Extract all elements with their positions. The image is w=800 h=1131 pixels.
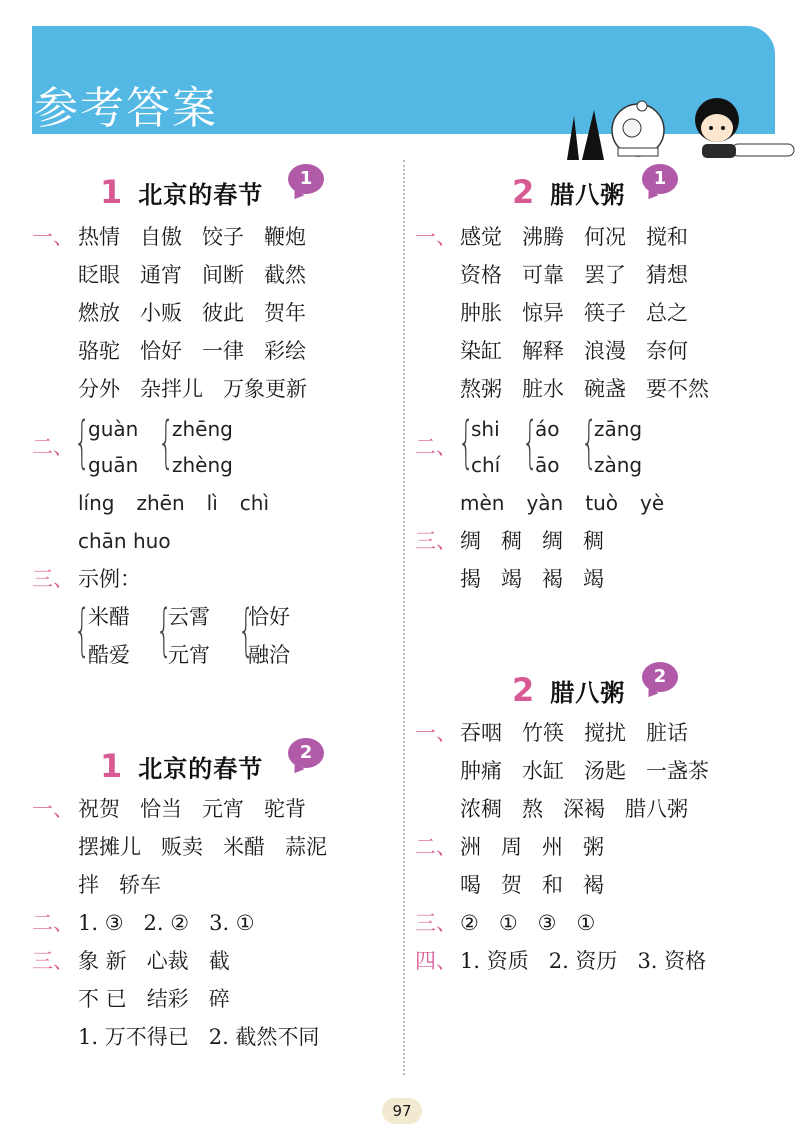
answer-item: ③	[537, 911, 557, 935]
exercise-badge: 2	[288, 738, 324, 768]
brace: {	[581, 410, 598, 475]
question-marker-4: 四、	[415, 949, 457, 973]
answer-word: 揭	[460, 567, 481, 591]
answer-row	[460, 834, 624, 860]
pinyin: lì	[206, 491, 218, 515]
answer-word: 绸	[542, 529, 563, 553]
section-title	[512, 670, 625, 710]
pinyin: áo	[535, 417, 560, 441]
answer-word: 鞭炮	[264, 225, 306, 249]
answer-word: 周	[501, 835, 522, 859]
answer-word: 贩卖	[161, 835, 203, 859]
answer-word: 一律	[202, 339, 244, 363]
answer-word: 熬粥	[460, 377, 502, 401]
lesson-title: 北京的春节	[138, 754, 264, 783]
answer-word: 奈何	[646, 339, 688, 363]
answer-row	[78, 986, 250, 1012]
pinyin: yè	[640, 491, 665, 515]
exercise-badge: 1	[642, 164, 678, 194]
answer-word: 不 已	[78, 987, 127, 1011]
pinyin: tuò	[585, 491, 619, 515]
answer-row	[78, 796, 326, 822]
answer-row	[78, 834, 347, 860]
answer-word: 浪漫	[584, 339, 626, 363]
answer-word: 彩绘	[264, 339, 306, 363]
answer-word: 恰当	[140, 797, 182, 821]
pinyin: zhèng	[172, 453, 233, 477]
answer-word: 竭	[501, 567, 522, 591]
answer-word: 祝贺	[78, 797, 120, 821]
answer-word: 熬	[522, 797, 543, 821]
pinyin: yàn	[526, 491, 564, 515]
answer-word: 筷子	[584, 301, 626, 325]
answer-row	[460, 376, 729, 402]
answer-word: 稠	[583, 529, 604, 553]
answer-word: 饺子	[202, 225, 244, 249]
lesson-title: 北京的春节	[138, 180, 264, 209]
answer-word: 要不然	[646, 377, 709, 401]
answer-row	[78, 262, 326, 288]
page-title: 参考答案	[34, 83, 218, 134]
answer-row	[78, 300, 326, 326]
answer-word: 绸	[460, 529, 481, 553]
answer-row	[78, 872, 181, 898]
answer-word: 眨眼	[78, 263, 120, 287]
answer-item: 2. 资历	[548, 949, 618, 973]
question-marker-3: 三、	[32, 567, 74, 591]
question-marker-1: 一、	[415, 225, 457, 249]
answer-word: 惊异	[522, 301, 564, 325]
answer-word: 浓稠	[460, 797, 502, 821]
answer-word: 肿痛	[460, 759, 502, 783]
answer-row	[460, 758, 729, 784]
question-marker-2: 二、	[32, 435, 74, 459]
page-number: 97	[382, 1098, 422, 1124]
answer-word: 喝	[460, 873, 481, 897]
answer-word: 感觉	[460, 225, 502, 249]
answer-word: 自傲	[140, 225, 182, 249]
question-marker-3: 三、	[32, 949, 74, 973]
header-banner	[32, 26, 775, 134]
answer-word: 染缸	[460, 339, 502, 363]
answer-row	[78, 910, 275, 936]
answer-row	[78, 948, 250, 974]
question-marker-2: 二、	[415, 835, 457, 859]
brace: {	[238, 598, 255, 663]
answer-row	[460, 720, 708, 746]
pinyin-row	[460, 490, 686, 516]
answer-word: 搅扰	[584, 721, 626, 745]
answer-word: 肿胀	[460, 301, 502, 325]
answer-item: 3. ①	[209, 911, 255, 935]
pinyin: líng	[78, 491, 115, 515]
lesson-number: 2	[512, 671, 535, 709]
answer-row	[460, 300, 708, 326]
answer-item: ①	[498, 911, 518, 935]
answer-word: 骆驼	[78, 339, 120, 363]
pinyin: chān huo	[78, 529, 171, 553]
answer-word: 恰好	[248, 605, 290, 629]
answer-word: 融洽	[248, 643, 290, 667]
pinyin: āo	[535, 453, 560, 477]
answer-word: 恰好	[140, 339, 182, 363]
answer-item: 2. 截然不同	[208, 1025, 320, 1049]
answer-row	[78, 1024, 339, 1050]
pinyin: zàng	[594, 453, 643, 477]
answer-word: 象 新	[78, 949, 127, 973]
answer-word: 水缸	[522, 759, 564, 783]
answer-row	[78, 376, 327, 402]
answer-item: 3. 资格	[637, 949, 707, 973]
answer-word: 吞咽	[460, 721, 502, 745]
question-marker-3: 三、	[415, 911, 457, 935]
answer-word: 沸腾	[522, 225, 564, 249]
answer-word: 米醋	[223, 835, 265, 859]
answer-word: 罢了	[584, 263, 626, 287]
answer-word: 热情	[78, 225, 120, 249]
answer-row	[460, 948, 726, 974]
answer-word: 截	[208, 949, 230, 973]
answer-word: 汤匙	[584, 759, 626, 783]
answer-word: 褐	[542, 567, 563, 591]
answer-word: 脏话	[646, 721, 688, 745]
answer-word: 碎	[208, 987, 230, 1011]
answer-word: 间断	[202, 263, 244, 287]
lesson-number: 1	[100, 747, 123, 785]
question-marker-1: 一、	[32, 797, 74, 821]
brace: {	[74, 410, 91, 475]
answer-word: 蒜泥	[285, 835, 327, 859]
answer-row	[460, 872, 624, 898]
answer-row	[460, 566, 624, 592]
pinyin: shi	[471, 417, 500, 441]
answer-word: 褐	[583, 873, 604, 897]
answer-item: 1. 万不得已	[78, 1025, 189, 1049]
pinyin: zhēng	[172, 417, 233, 441]
question-marker-2: 二、	[415, 435, 457, 459]
answer-word: 解释	[522, 339, 564, 363]
answer-row	[460, 262, 708, 288]
answer-word: 拌	[78, 873, 99, 897]
answer-word: 米醋	[88, 605, 130, 629]
question-marker-1: 一、	[32, 225, 74, 249]
answer-word: 心裁	[146, 949, 189, 973]
answer-item: ②	[460, 911, 479, 935]
answer-word: 洲	[460, 835, 481, 859]
answer-word: 碗盏	[584, 377, 626, 401]
answer-word: 轿车	[119, 873, 161, 897]
cartoon-illustration	[552, 88, 800, 166]
answer-word: 何况	[584, 225, 626, 249]
brace: {	[458, 410, 475, 475]
answer-word: 竭	[583, 567, 604, 591]
column-divider	[403, 160, 405, 1075]
answer-word: 云霄	[168, 605, 210, 629]
answer-word: 粥	[583, 835, 604, 859]
answer-row	[78, 224, 326, 250]
answer-row	[460, 796, 708, 822]
brace: {	[74, 598, 91, 663]
brace: {	[156, 598, 173, 663]
answer-word: 和	[542, 873, 563, 897]
question-marker-2: 二、	[32, 911, 74, 935]
answer-word: 摆摊儿	[78, 835, 141, 859]
answer-word: 稠	[501, 529, 522, 553]
answer-word: 州	[542, 835, 563, 859]
section-title	[100, 172, 263, 212]
answer-word: 猜想	[646, 263, 688, 287]
answer-item: 2. ②	[143, 911, 190, 935]
answer-item: ①	[576, 911, 596, 935]
answer-word: 可靠	[522, 263, 564, 287]
brace: {	[158, 410, 175, 475]
answer-word: 万象更新	[223, 377, 307, 401]
lesson-number: 2	[512, 173, 535, 211]
question-marker-1: 一、	[415, 721, 457, 745]
answer-word: 元宵	[168, 643, 210, 667]
lesson-number: 1	[100, 173, 123, 211]
pinyin: guàn	[88, 417, 139, 441]
answer-word: 彼此	[202, 301, 244, 325]
answer-word: 竹筷	[522, 721, 564, 745]
lesson-title: 腊八粥	[550, 678, 626, 707]
answer-row	[460, 910, 615, 936]
brace: {	[522, 410, 539, 475]
answer-word: 酷爱	[88, 643, 130, 667]
answer-word: 元宵	[202, 797, 244, 821]
pinyin: chì	[239, 491, 269, 515]
answer-row	[460, 224, 708, 250]
section-title	[100, 746, 263, 786]
answer-word: 驼背	[264, 797, 306, 821]
pinyin-row	[78, 490, 291, 516]
example-label: 示例：	[78, 567, 141, 591]
answer-word: 深褐	[563, 797, 605, 821]
lesson-title: 腊八粥	[550, 180, 626, 209]
answer-word: 通宵	[140, 263, 182, 287]
answer-word: 截然	[264, 263, 306, 287]
answer-word: 燃放	[78, 301, 120, 325]
answer-word: 杂拌儿	[140, 377, 203, 401]
answer-word: 腊八粥	[625, 797, 688, 821]
answer-item: 1. 资质	[460, 949, 529, 973]
answer-row	[460, 528, 624, 554]
answer-word: 分外	[78, 377, 120, 401]
answer-item: 1. ③	[78, 911, 124, 935]
answer-word: 搅和	[646, 225, 688, 249]
answer-word: 一盏茶	[646, 759, 709, 783]
answer-word: 贺	[501, 873, 522, 897]
answer-word: 脏水	[522, 377, 564, 401]
answer-row	[460, 338, 708, 364]
question-marker-3: 三、	[415, 529, 457, 553]
answer-word: 小贩	[140, 301, 182, 325]
pinyin: zāng	[594, 417, 643, 441]
pinyin: mèn	[460, 491, 505, 515]
answer-row	[78, 338, 326, 364]
answer-word: 资格	[460, 263, 502, 287]
pinyin: zhēn	[136, 491, 185, 515]
answer-word: 结彩	[146, 987, 189, 1011]
exercise-badge: 1	[288, 164, 324, 194]
pinyin: guān	[88, 453, 139, 477]
section-title	[512, 172, 625, 212]
answer-word: 贺年	[264, 301, 306, 325]
answer-word: 总之	[646, 301, 688, 325]
exercise-badge: 2	[642, 662, 678, 692]
pinyin: chí	[471, 453, 501, 477]
